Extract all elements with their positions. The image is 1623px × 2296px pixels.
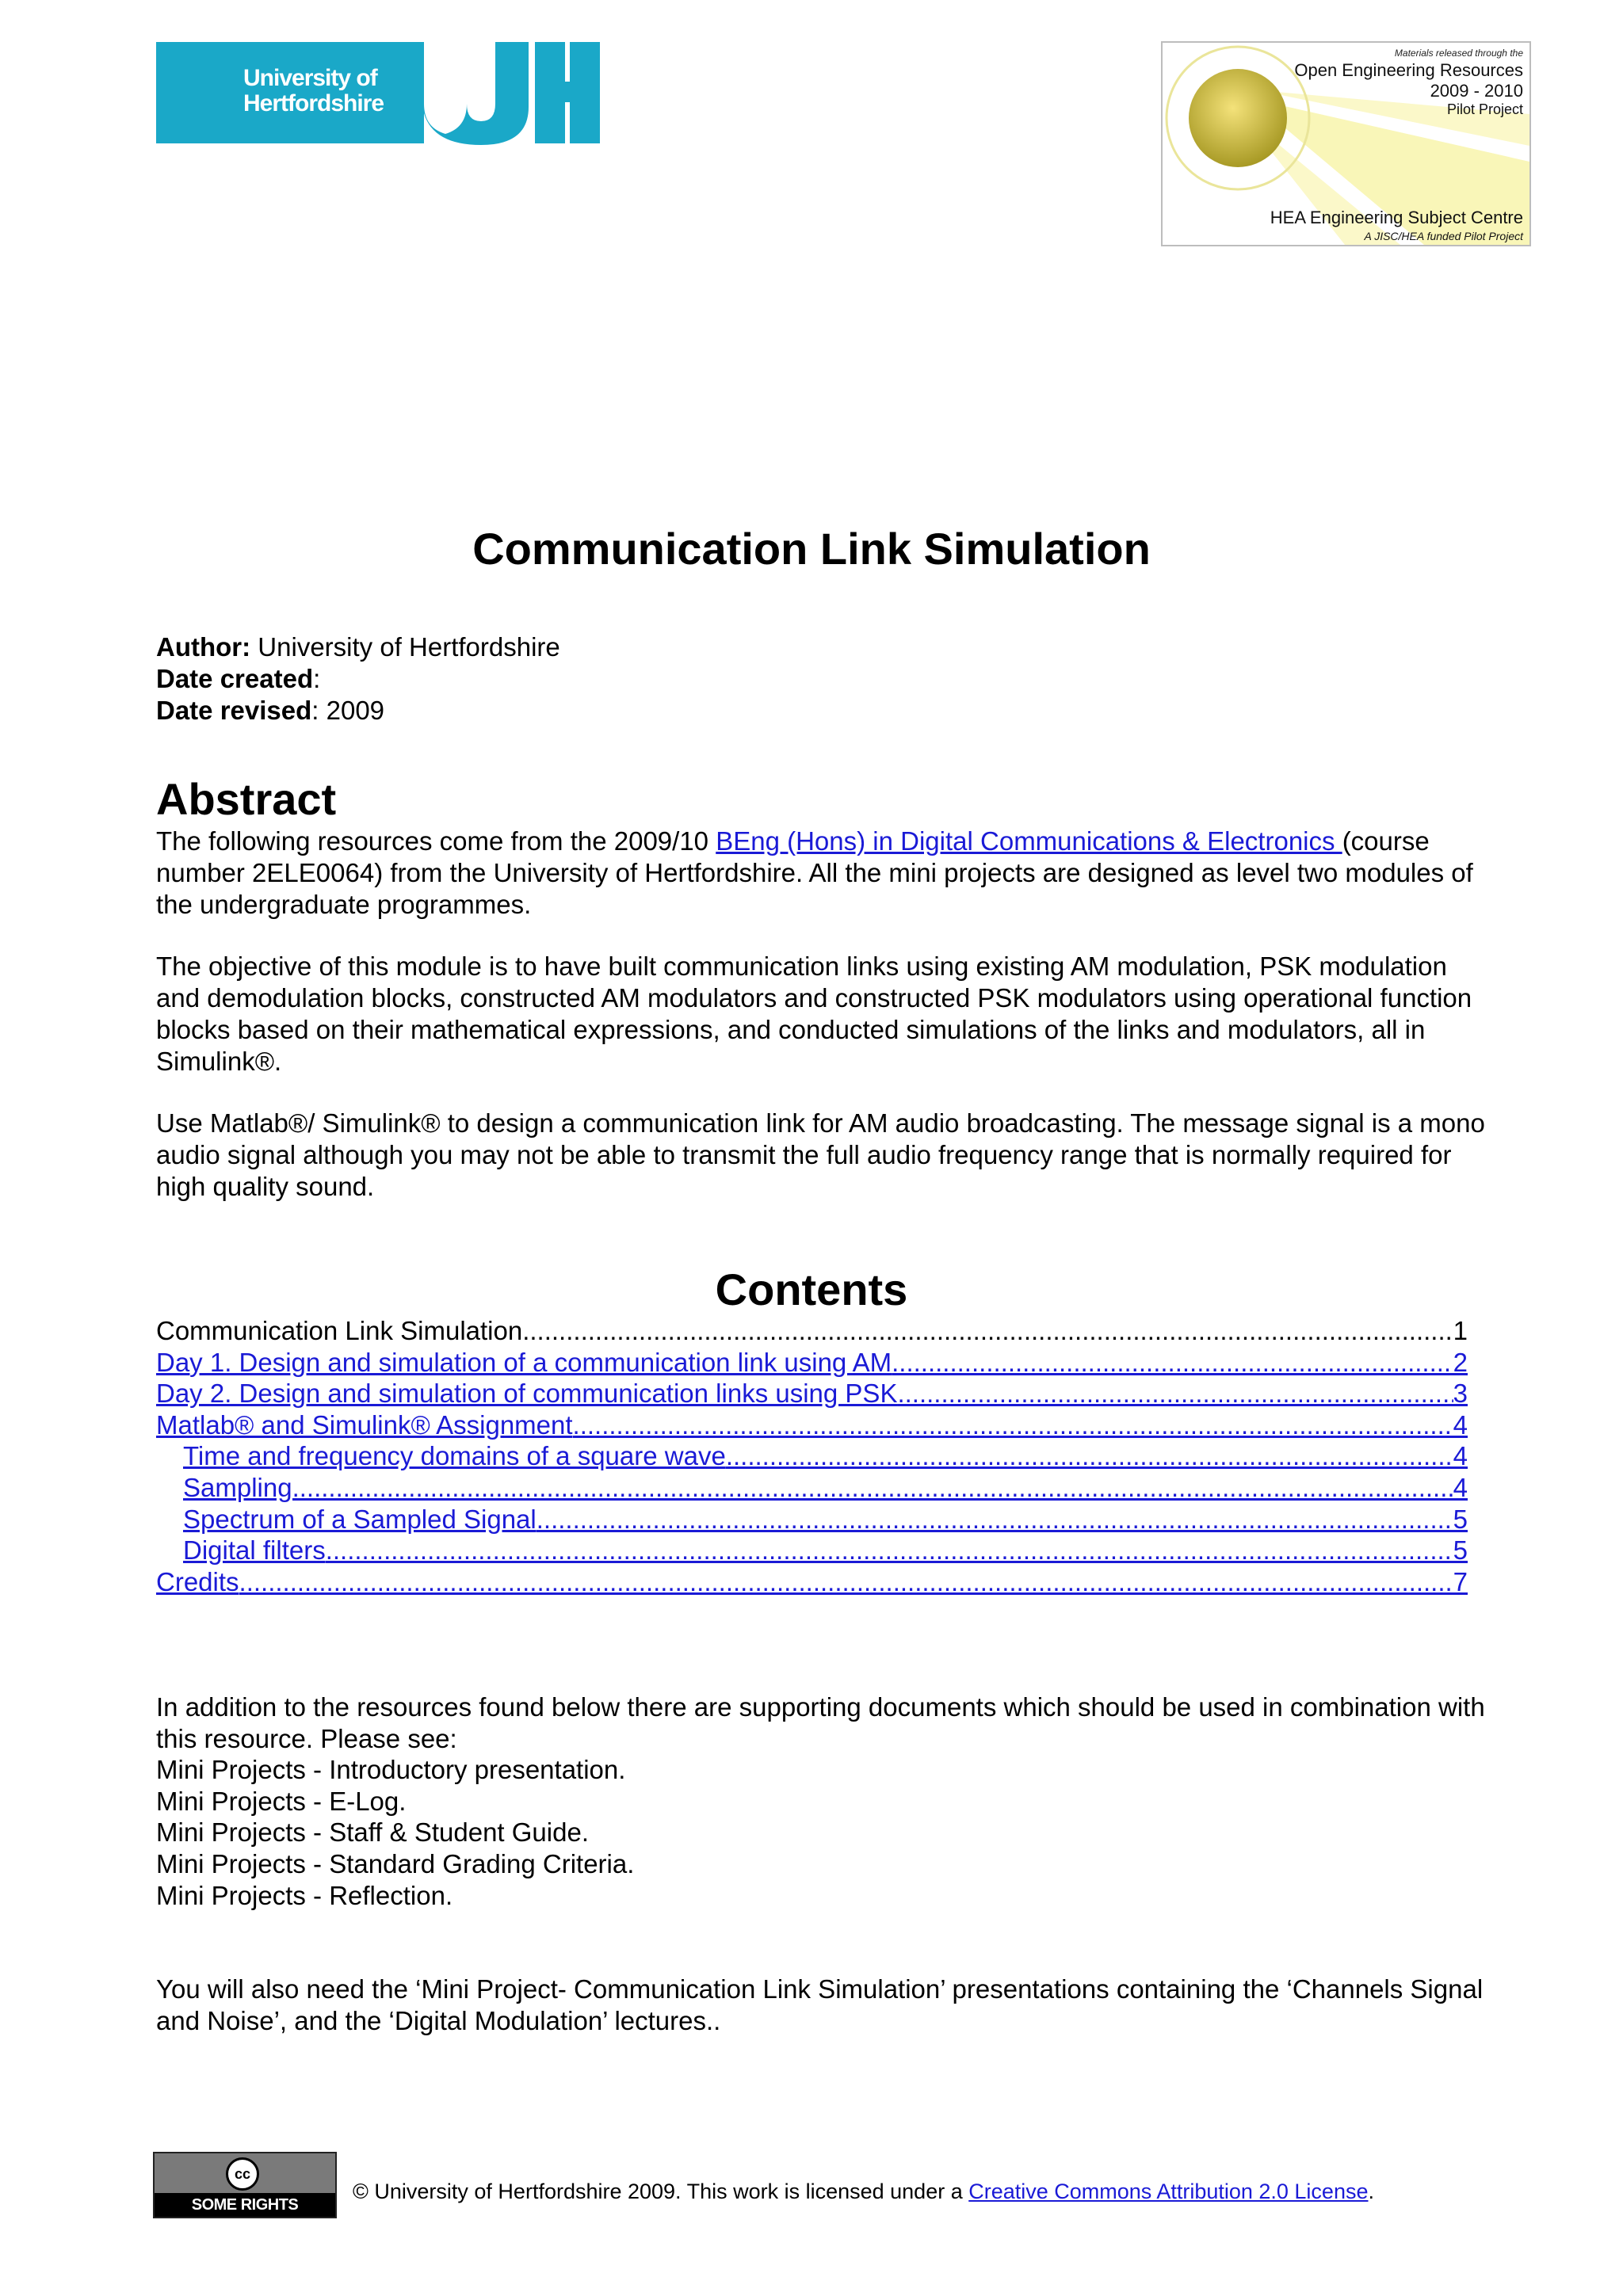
toc-entry-label: Credits (156, 1566, 239, 1596)
badge-project-name: Open Engineering Resources (1294, 60, 1523, 80)
toc-entry-label: Digital filters (183, 1535, 326, 1566)
list-item: Mini Projects - Staff & Student Guide. (156, 1817, 589, 1848)
logo-line-2: Hertfordshire (243, 90, 384, 116)
supporting-documents (156, 1691, 1487, 1911)
toc-entry-page: 3 (1453, 1379, 1468, 1409)
date-created-line (156, 663, 560, 695)
author-line (156, 631, 560, 663)
university-of-hertfordshire-logo (156, 42, 600, 145)
toc-entry-label: Time and frequency domains of a square wave (183, 1441, 726, 1471)
badge-centre: HEA Engineering Subject Centre (1270, 208, 1523, 227)
toc-entry-page: 1 (1453, 1316, 1468, 1345)
toc-entry-label: Day 1. Design and simulation of a communication link using AM (156, 1347, 892, 1377)
creative-commons-badge[interactable] (153, 2152, 337, 2237)
badge-project (1294, 60, 1523, 101)
abstract-paragraph-1 (156, 826, 1487, 921)
list-item: Mini Projects - E-Log. (156, 1786, 407, 1816)
toc-entry-page: 7 (1453, 1566, 1468, 1596)
document-metadata (156, 631, 560, 727)
toc-link-digital-filters[interactable] (156, 1535, 1468, 1566)
toc-entry-label: Sampling (183, 1472, 292, 1502)
license-link[interactable]: Creative Commons Attribution 2.0 License (968, 2180, 1369, 2203)
abstract-paragraph-3: Use Matlab®/ Simulink® to design a communication link for AM audio broadcasting. The message signal is a mono audio signal although you may not be able to transmit the full audio frequency range that is normally required for high quality sound. (156, 1108, 1485, 1201)
toc-link-credits[interactable] (156, 1566, 1468, 1598)
list-item: Mini Projects - Standard Grading Criteria. (156, 1848, 635, 1878)
toc-link-square-wave[interactable] (156, 1440, 1468, 1472)
toc-entry-label: Day 2. Design and simulation of communication links using PSK (156, 1379, 898, 1409)
toc-entry-page: 5 (1453, 1504, 1468, 1534)
toc-link-assignment[interactable] (156, 1409, 1468, 1441)
presentations-note: You will also need the ‘Mini Project- Communication Link Simulation’ presentations containing the ‘Channels Signal and Noise’, and the ‘Digital Modulation’ lectures.. (156, 1974, 1484, 2035)
toc-entry-label: Spectrum of a Sampled Signal (183, 1504, 537, 1534)
badge-funded: A JISC/HEA funded Pilot Project (1364, 230, 1523, 242)
abstract-p1-text-continued: (course number 2ELE0064) from the University of Hertfordshire. All the mini projects are designed as level two modules of the undergraduate programmes. (156, 826, 1473, 919)
footer-text: © University of Hertfordshire 2009. This work is licensed under a (353, 2180, 969, 2203)
open-engineering-resources-badge (1161, 41, 1531, 246)
author-value: University of Hertfordshire (250, 632, 560, 662)
date-revised-label: Date revised (156, 696, 312, 725)
document-title: Communication Link Simulation (472, 524, 1151, 574)
toc-entry (156, 1315, 1468, 1347)
list-item: Mini Projects - Introductory presentation. (156, 1755, 626, 1785)
logo-line-1: University of (243, 65, 377, 91)
author-label: Author: (156, 632, 251, 662)
abstract-p1-text: The following resources come from the 2009/10 (156, 826, 716, 856)
some-rights-reserved-label: SOME RIGHTS RESERVED (155, 2193, 335, 2217)
toc-link-sampling[interactable] (156, 1472, 1468, 1504)
toc-link-day-2[interactable] (156, 1378, 1468, 1409)
cc-icon: cc (226, 2157, 259, 2191)
toc-entry-page: 4 (1453, 1441, 1468, 1471)
date-created-value: : (313, 664, 321, 693)
badge-years: 2009 - 2010 (1430, 81, 1523, 101)
date-revised-line (156, 695, 560, 727)
toc-entry-page: 2 (1453, 1347, 1468, 1377)
contents-heading: Contents (715, 1264, 908, 1314)
abstract-paragraph-2: The objective of this module is to have built communication links using existing AM modulation, PSK modulation and demodulation blocks, constructed AM modulators and constructed PSK modulators using operational function blocks based on their mathematical expressions, and conducted simulations of the links and modulators, all in Simulink®. (156, 952, 1472, 1076)
programme-link[interactable]: BEng (Hons) in Digital Communications & Electronics (716, 826, 1342, 856)
toc-entry-label: Matlab® and Simulink® Assignment (156, 1409, 573, 1440)
toc-entry-label: Communication Link Simulation (156, 1316, 523, 1345)
date-revised-value: : 2009 (311, 696, 385, 725)
license-footer (353, 2179, 1374, 2204)
badge-released-through: Materials released through the (1394, 48, 1523, 59)
toc-entry-page: 5 (1453, 1535, 1468, 1566)
toc-link-spectrum[interactable] (156, 1504, 1468, 1535)
toc-entry-page: 4 (1453, 1409, 1468, 1440)
badge-pilot: Pilot Project (1446, 101, 1523, 117)
footer-period: . (1368, 2180, 1374, 2203)
date-created-label: Date created (156, 664, 314, 693)
list-item: Mini Projects - Reflection. (156, 1880, 453, 1910)
toc-entry-page: 4 (1453, 1472, 1468, 1502)
supporting-intro: In addition to the resources found below there are supporting documents which should be used in combination with this resource. Please see: (156, 1692, 1485, 1753)
table-of-contents (156, 1315, 1468, 1597)
toc-link-day-1[interactable] (156, 1347, 1468, 1379)
abstract-heading: Abstract (156, 774, 337, 824)
uh-letters-icon (156, 42, 600, 145)
